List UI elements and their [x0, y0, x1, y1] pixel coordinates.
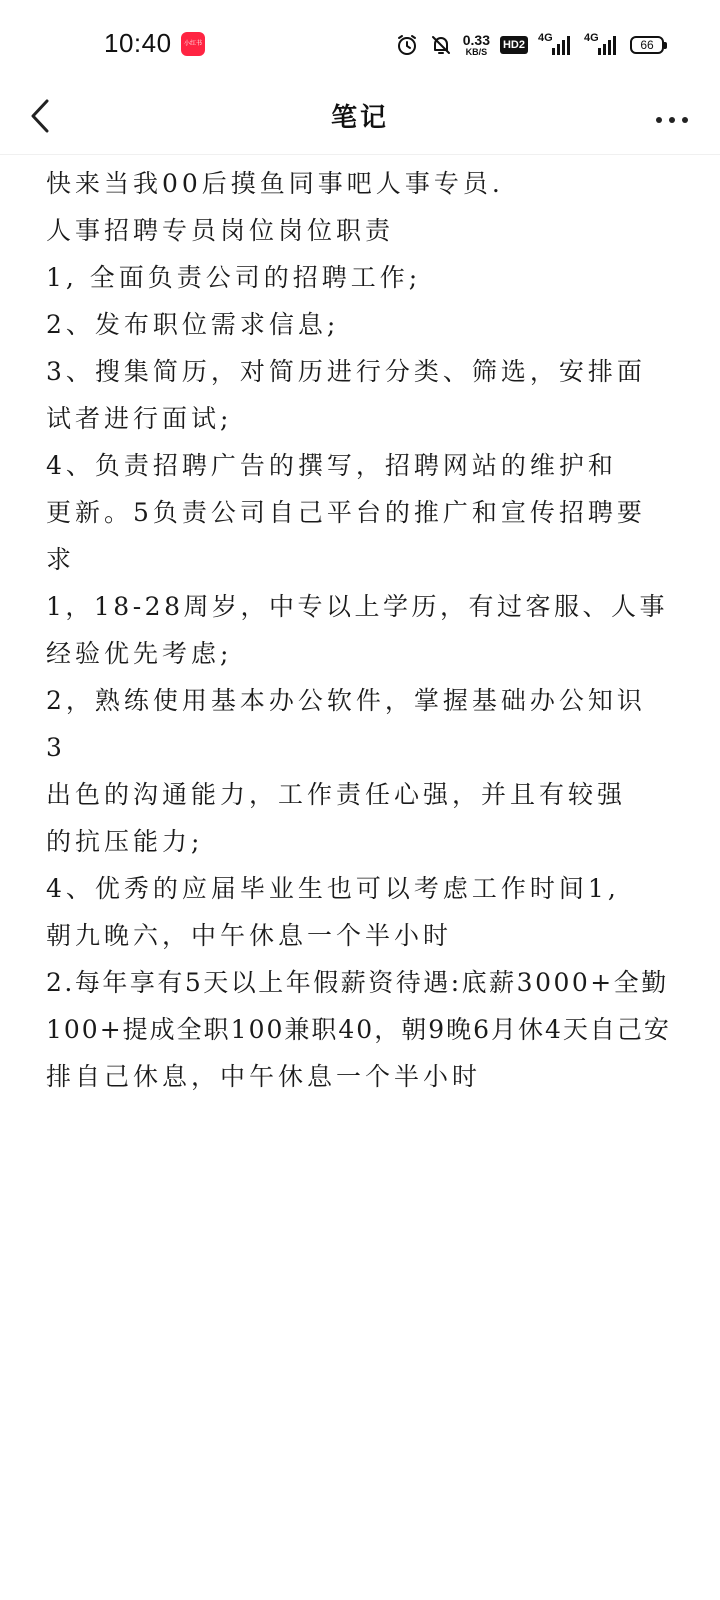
note-line: 更新。5负责公司自己平台的推广和宣传招聘要 — [46, 498, 646, 527]
note-line: 4、负责招聘广告的撰写，招聘网站的维护和 — [46, 451, 617, 480]
signal-icon — [584, 33, 620, 57]
note-line: 4、优秀的应届毕业生也可以考虑工作时间1, — [46, 874, 620, 903]
status-bar — [0, 0, 720, 90]
note-line: 人事招聘专员岗位岗位职责 — [46, 216, 395, 245]
more-options-button[interactable] — [648, 94, 696, 142]
signal-2-label: 4G — [584, 32, 599, 44]
hd-badge: HD2 — [500, 36, 528, 54]
note-line: 排自己休息，中午休息一个半小时 — [46, 1062, 482, 1091]
network-speed — [463, 33, 490, 57]
note-content — [46, 160, 676, 1100]
note-line: 求 — [46, 545, 76, 574]
note-line: 1, 全面负责公司的招聘工作; — [46, 263, 422, 292]
network-speed-unit: KB/S — [465, 47, 488, 57]
note-line: 的抗压能力; — [46, 827, 204, 856]
signal-1-label: 4G — [538, 32, 553, 44]
status-time: 10:40 — [104, 28, 172, 58]
note-line: 试者进行面试; — [46, 404, 233, 433]
note-line: 3 — [46, 733, 66, 762]
note-line: 3、搜集简历，对简历进行分类、筛选，安排面 — [46, 357, 646, 386]
status-icons — [395, 30, 664, 60]
more-horizontal-icon — [655, 109, 689, 128]
app-header — [0, 82, 720, 155]
note-line: 朝九晚六，中午休息一个半小时 — [46, 921, 453, 950]
note-line: 经验优先考虑; — [46, 639, 233, 668]
note-line: 2，熟练使用基本办公软件，掌握基础办公知识 — [46, 686, 646, 715]
battery-level: 66 — [640, 38, 654, 52]
note-line: 2、发布职位需求信息; — [46, 310, 340, 339]
battery-icon — [630, 36, 664, 54]
signal-icon — [538, 33, 574, 57]
alarm-icon — [395, 33, 419, 57]
note-line: 快来当我00后摸鱼同事吧人事专员. — [46, 169, 504, 198]
note-line: 2.每年享有5天以上年假薪资待遇:底薪3000+全勤 — [46, 968, 669, 997]
note-line: 出色的沟通能力，工作责任心强，并且有较强 — [46, 780, 627, 809]
note-line: 1，18-28周岁，中专以上学历，有过客服、人事 — [46, 592, 668, 621]
network-speed-value: 0.33 — [462, 32, 490, 48]
app-notification-badge: 小红书 — [181, 32, 205, 56]
bell-off-icon — [429, 33, 453, 57]
page-title: 笔记 — [330, 103, 389, 133]
note-line: 100+提成全职100兼职40，朝9晚6月休4天自己安 — [46, 1015, 671, 1044]
